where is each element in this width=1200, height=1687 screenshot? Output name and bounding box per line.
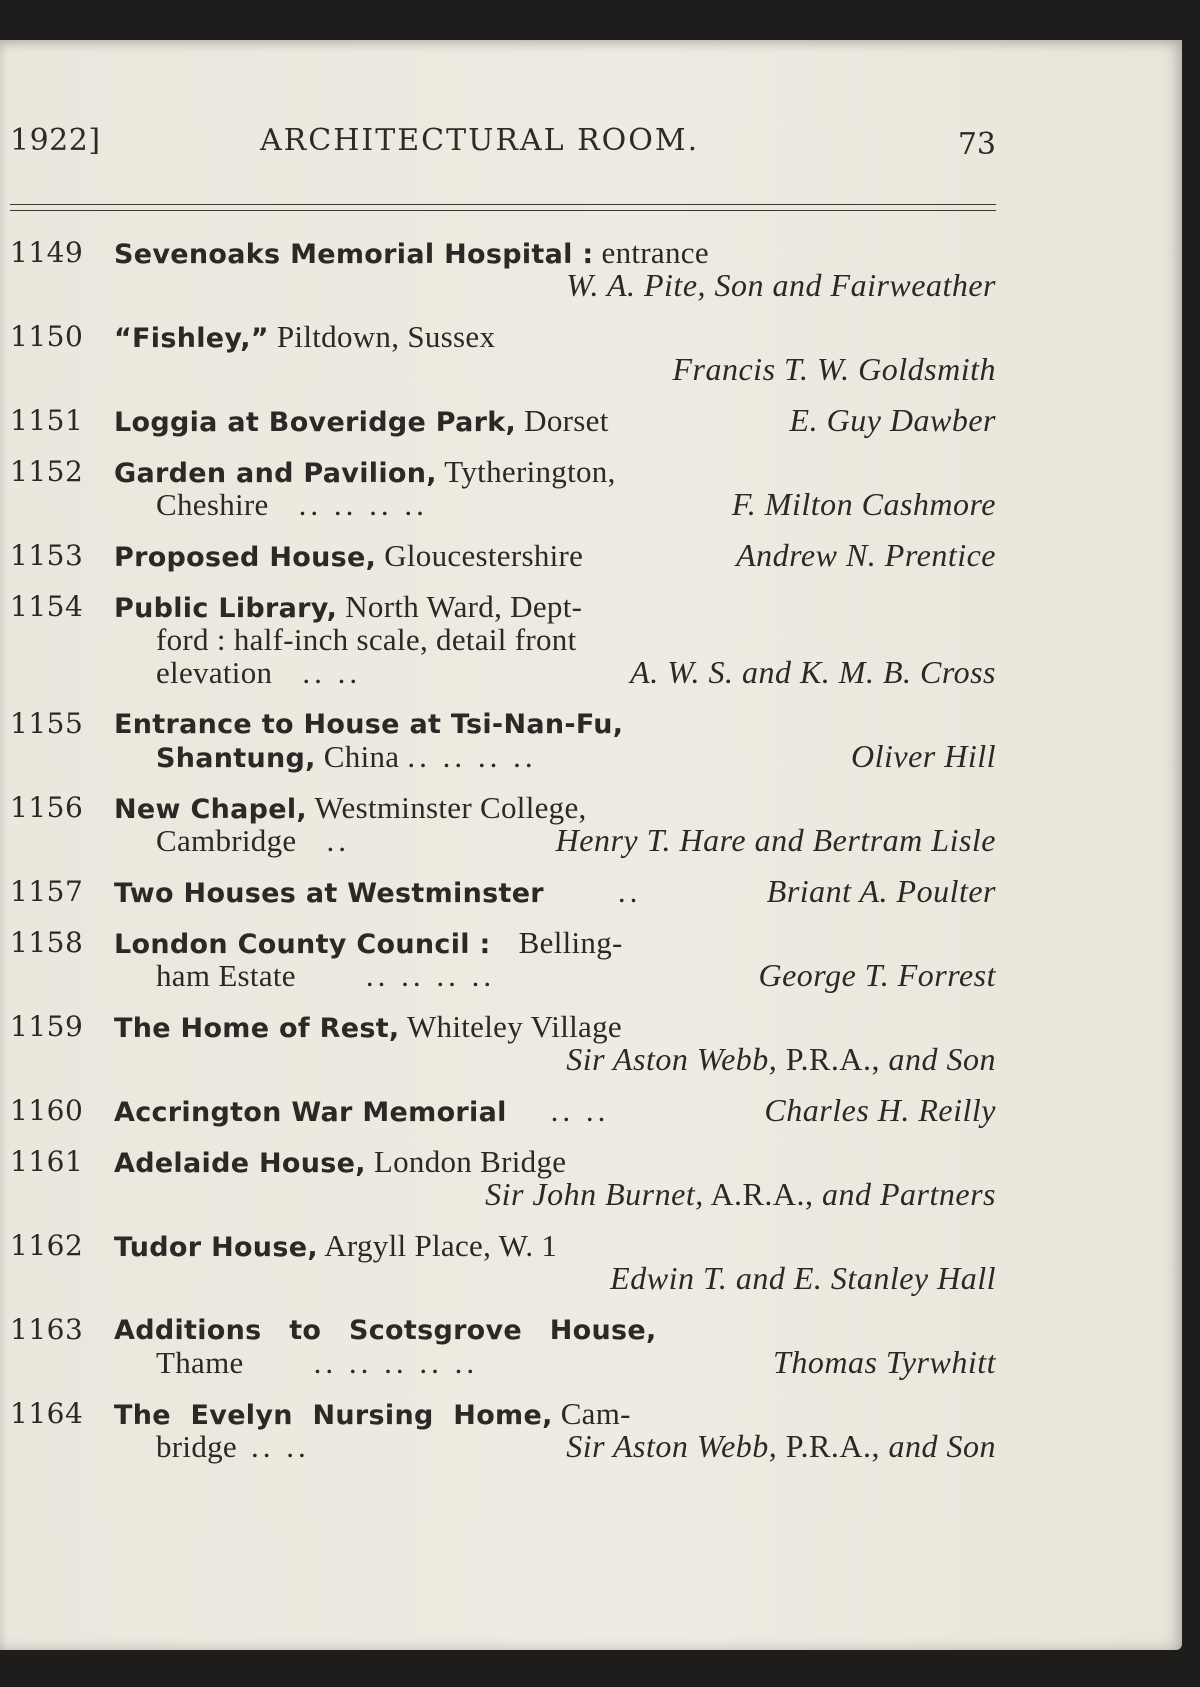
catalogue-entry [10, 1313, 996, 1379]
entry-number: 1160 [10, 1094, 84, 1127]
entry-author: Thomas Tyrwhitt [773, 1344, 996, 1380]
catalogue-entry [10, 1010, 996, 1076]
header-year: 1922] [10, 123, 101, 158]
leader-dots: .. .. .. .. [298, 487, 428, 522]
author-suffix: and Son [880, 1428, 996, 1464]
author-honour: P.R.A., [777, 1428, 880, 1464]
entry-number: 1159 [10, 1010, 84, 1043]
entry-author: Andrew N. Prentice [736, 537, 996, 573]
catalogue-entry [10, 320, 996, 386]
entry-author: Edwin T. and E. Stanley Hall [610, 1260, 996, 1296]
entry-title-continued: ham Estate [156, 958, 296, 993]
entry-title-bold: The Home of Rest, [114, 1013, 400, 1044]
entry-title-bold: Loggia at Boveridge Park, [114, 407, 517, 438]
entry-title-bold: Additions to Scotsgrove House, [114, 1315, 657, 1346]
catalogue-entry [10, 1145, 996, 1211]
entry-title-plain: Whiteley Village [399, 1009, 622, 1044]
entry-title-bold: Proposed House, [114, 542, 377, 573]
entry-number: 1161 [10, 1145, 84, 1178]
catalogue-entry [10, 1397, 996, 1463]
leader-dots: .. .. [302, 655, 362, 690]
catalogue-entry [10, 404, 996, 437]
entry-author: F. Milton Cashmore [731, 486, 996, 522]
leader-dots: .. [326, 823, 350, 858]
header-rule-bottom [10, 210, 996, 211]
page-number: 73 [957, 127, 996, 162]
entry-title-continued: bridge [156, 1429, 237, 1464]
entry-author [566, 1043, 996, 1076]
entry-author: W. A. Pite, Son and Fairweather [566, 267, 996, 303]
entry-title-bold: London County Council : [114, 929, 491, 960]
leader-dots: .. .. .. .. [365, 958, 496, 993]
entry-title-plain: Belling- [510, 925, 623, 960]
author-name: Sir John Burnet, [485, 1176, 704, 1212]
entry-title-plain: Tytherington, [436, 454, 616, 489]
entry-number: 1156 [10, 791, 84, 824]
entry-number: 1149 [10, 236, 84, 269]
entry-number: 1164 [10, 1397, 84, 1430]
entry-author: George T. Forrest [758, 957, 996, 993]
leader-dots: .. [617, 874, 642, 909]
entry-number: 1151 [10, 404, 84, 437]
entry-number: 1153 [10, 539, 84, 572]
catalogue-entry [10, 707, 996, 773]
author-suffix: and Partners [813, 1176, 996, 1212]
entry-author: A. W. S. and K. M. B. Cross [630, 654, 996, 690]
entry-title-plain: London Bridge [365, 1144, 567, 1179]
entry-title-plain: Westminster College, [306, 790, 587, 825]
leader-dots: .. .. .. .. [407, 739, 537, 774]
leader-dots: .. .. .. .. .. [313, 1345, 479, 1380]
entry-title-continued: Shantung, [156, 743, 316, 774]
catalogue-entry [10, 926, 996, 992]
entry-title-bold: Public Library, [114, 593, 338, 624]
entry-title-plain: Argyll Place, W. 1 [317, 1228, 558, 1263]
author-honour: P.R.A., [777, 1041, 880, 1077]
leader-dots: .. .. [251, 1429, 310, 1464]
entry-author [485, 1178, 996, 1211]
author-name: Sir Aston Webb, [566, 1428, 778, 1464]
entry-title-plain: China [315, 739, 400, 774]
catalogue-entry [10, 590, 996, 689]
catalogue-entry [10, 539, 996, 572]
entry-title-continued: Thame [156, 1345, 244, 1380]
entry-title-plain: Cam- [552, 1396, 631, 1431]
catalogue-entries [10, 236, 996, 1481]
entry-title-plain: North Ward, Dept- [337, 589, 583, 624]
entry-author: Charles H. Reilly [764, 1092, 996, 1128]
catalogue-entry [10, 236, 996, 302]
entry-author: Briant A. Poulter [766, 873, 996, 909]
entry-title-bold: Entrance to House at Tsi-Nan-Fu, [114, 709, 624, 740]
entry-title-continued: Cheshire [156, 487, 269, 522]
author-honour: A.R.A., [703, 1176, 814, 1212]
entry-number: 1155 [10, 707, 84, 740]
entry-title-bold: New Chapel, [114, 794, 307, 825]
entry-title-plain: Gloucestershire [376, 538, 584, 573]
entry-author: Oliver Hill [850, 738, 996, 774]
running-header [10, 113, 996, 163]
entry-number: 1158 [10, 926, 84, 959]
entry-title-plain: entrance [593, 235, 709, 270]
entry-title-bold: Accrington War Memorial [114, 1097, 507, 1128]
entry-title-plain: Piltdown, Sussex [268, 319, 496, 354]
entry-title-bold: Two Houses at Westminster [114, 878, 544, 909]
entry-number: 1154 [10, 590, 84, 623]
entry-author [566, 1430, 996, 1463]
entry-title-bold: Garden and Pavilion, [114, 458, 437, 489]
leader-dots: .. .. [550, 1093, 610, 1128]
entry-title-plain: Dorset [516, 403, 609, 438]
entry-author: Henry T. Hare and Bertram Lisle [555, 822, 996, 858]
entry-number: 1152 [10, 455, 84, 488]
entry-number: 1150 [10, 320, 84, 353]
entry-author: E. Guy Dawber [789, 402, 996, 438]
entry-title-continued: Cambridge [156, 823, 297, 858]
entry-title-bold: “Fishley,” [114, 323, 269, 354]
catalogue-entry [10, 1094, 996, 1127]
author-suffix: and Son [880, 1041, 996, 1077]
catalogue-entry [10, 875, 996, 908]
catalogue-entry [10, 1229, 996, 1295]
catalogue-entry [10, 455, 996, 521]
entry-number: 1162 [10, 1229, 84, 1262]
entry-author: Francis T. W. Goldsmith [672, 351, 996, 387]
entry-title-bold: Adelaide House, [114, 1148, 366, 1179]
entry-number: 1157 [10, 875, 84, 908]
entry-title-bold: The Evelyn Nursing Home, [114, 1400, 553, 1431]
header-rule-top [10, 204, 996, 205]
entry-title-bold: Tudor House, [114, 1232, 318, 1263]
entry-title-continued: elevation [156, 655, 273, 690]
entry-title-bold: Sevenoaks Memorial Hospital : [114, 239, 594, 270]
author-name: Sir Aston Webb, [566, 1041, 778, 1077]
entry-number: 1163 [10, 1313, 84, 1346]
entry-title-continued: ford : half-inch scale, detail front [156, 622, 577, 657]
catalogue-entry [10, 791, 996, 857]
header-title: ARCHITECTURAL ROOM. [260, 123, 700, 158]
